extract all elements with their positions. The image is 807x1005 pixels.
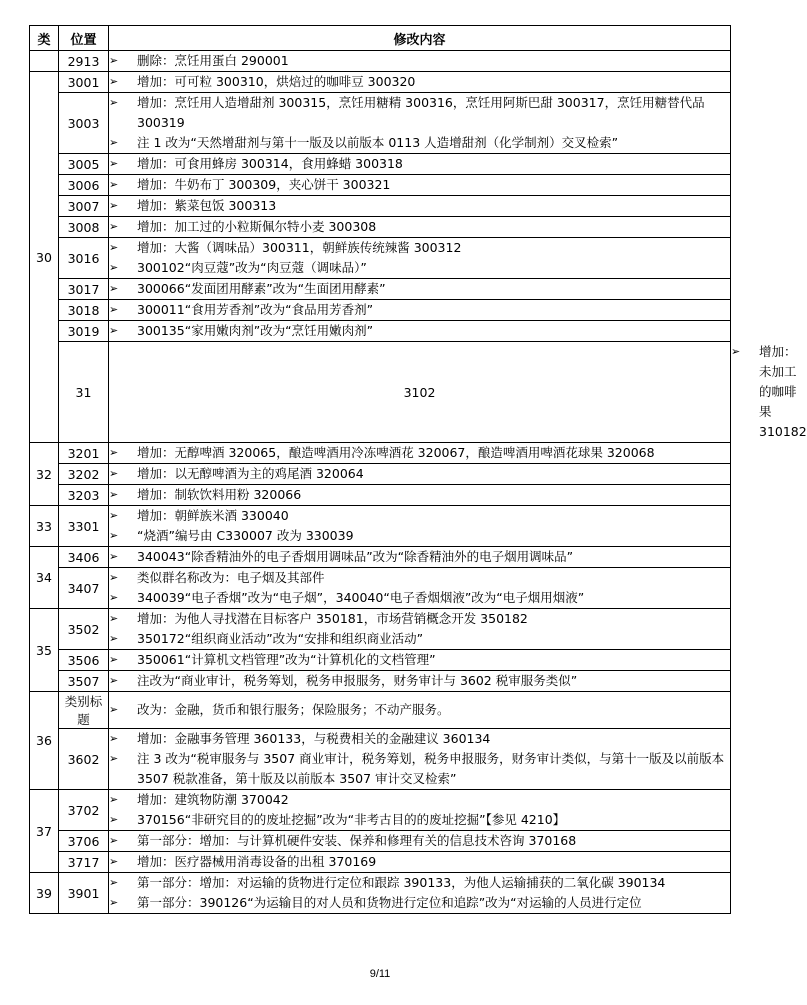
revision-content — [109, 300, 731, 321]
revision-text: 增加：大酱（调味品）300311，朝鲜族传统辣酱 300312 — [137, 240, 462, 255]
revision-content — [109, 547, 731, 568]
arrow-bullet-icon: ➢ — [109, 75, 119, 88]
position-code: 3001 — [59, 72, 109, 93]
revision-item — [109, 72, 730, 92]
revision-item — [109, 238, 730, 258]
revision-item — [109, 831, 730, 851]
header-content: 修改内容 — [109, 26, 731, 51]
revision-content — [109, 464, 731, 485]
revision-text: 增加：制软饮料用粉 320066 — [137, 487, 302, 502]
table-row — [30, 790, 731, 831]
revision-content — [109, 238, 731, 279]
arrow-bullet-icon: ➢ — [109, 96, 119, 109]
revision-item — [109, 790, 730, 810]
revision-item — [109, 51, 730, 71]
table-row — [30, 279, 731, 300]
arrow-bullet-icon: ➢ — [109, 282, 119, 295]
position-code: 3019 — [59, 321, 109, 342]
revision-content — [109, 321, 731, 342]
revision-item — [109, 506, 730, 526]
revision-item — [109, 217, 730, 237]
class-number: 36 — [30, 692, 59, 790]
arrow-bullet-icon: ➢ — [109, 157, 119, 170]
table-row — [30, 93, 731, 154]
arrow-bullet-icon: ➢ — [109, 178, 119, 191]
arrow-bullet-icon: ➢ — [109, 199, 119, 212]
revision-item — [109, 671, 730, 691]
revision-text: 注 1 改为“天然增甜剂与第十一版及以前版本 0113 人造增甜剂（化学制剂）交叉检索” — [137, 135, 619, 150]
revision-item — [109, 810, 730, 830]
revision-content — [109, 790, 731, 831]
page-number: 9/11 — [369, 968, 391, 980]
revision-text: 增加：建筑物防潮 370042 — [137, 792, 289, 807]
revision-text: 300011“食用芳香剂”改为“食品用芳香剂” — [137, 302, 374, 317]
table-row — [30, 217, 731, 238]
arrow-bullet-icon: ➢ — [109, 896, 119, 909]
position-code: 3202 — [59, 464, 109, 485]
revision-item — [109, 547, 730, 567]
table-row — [30, 650, 731, 671]
position-code: 3006 — [59, 175, 109, 196]
arrow-bullet-icon: ➢ — [109, 467, 119, 480]
table-row — [30, 300, 731, 321]
arrow-bullet-icon: ➢ — [109, 653, 119, 666]
table-row — [30, 196, 731, 217]
revision-content — [109, 650, 731, 671]
arrow-bullet-icon: ➢ — [109, 529, 119, 542]
arrow-bullet-icon: ➢ — [109, 241, 119, 254]
revision-text: 增加：无醇啤酒 320065，酿造啤酒用冷冻啤酒花 320067，酿造啤酒用啤酒花球果 320068 — [137, 445, 655, 460]
position-code: 3706 — [59, 831, 109, 852]
revision-text: 第一部分：增加：与计算机硬件安装、保养和修理有关的信息技术咨询 370168 — [137, 833, 577, 848]
revision-text: 增加：朝鲜族米酒 330040 — [137, 508, 289, 523]
revision-text: 增加：为他人寻找潜在目标客户 350181，市场营销概念开发 350182 — [137, 611, 528, 626]
table-row — [30, 852, 731, 873]
revision-text: 增加：紫菜包饭 300313 — [137, 198, 277, 213]
table-row — [30, 609, 731, 650]
arrow-bullet-icon: ➢ — [109, 136, 119, 149]
arrow-bullet-icon: ➢ — [109, 793, 119, 806]
class-number: 37 — [30, 790, 59, 873]
revision-content — [109, 609, 731, 650]
header-row — [30, 26, 731, 51]
revision-text: 注 3 改为“税审服务与 3507 商业审计，税务筹划，税务申报服务，财务审计类似，与第十一版及以前版本 3507 税款准备，第十版及以前版本 3507 审计交叉检索” — [137, 751, 725, 786]
revision-content — [109, 217, 731, 238]
revision-content — [109, 196, 731, 217]
table-row — [30, 443, 731, 464]
header-position: 位置 — [59, 26, 109, 51]
revision-item — [109, 279, 730, 299]
revision-content — [109, 852, 731, 873]
table-row — [30, 671, 731, 692]
arrow-bullet-icon: ➢ — [109, 632, 119, 645]
position-code: 3007 — [59, 196, 109, 217]
revision-text: 改为：金融，货币和银行服务；保险服务；不动产服务。 — [137, 702, 450, 717]
class-number: 39 — [30, 873, 59, 914]
position-code: 3506 — [59, 650, 109, 671]
position-code: 3507 — [59, 671, 109, 692]
revision-text: 增加：以无醇啤酒为主的鸡尾酒 320064 — [137, 466, 364, 481]
revision-text: 300102“肉豆蔻”改为“肉豆蔻（调味品）” — [137, 260, 367, 275]
position-code: 3502 — [59, 609, 109, 650]
revision-text: 增加：未加工的咖啡果 310182 — [759, 344, 807, 439]
revision-content — [109, 72, 731, 93]
revision-content — [109, 485, 731, 506]
revision-content — [109, 506, 731, 547]
revision-text: 注改为“商业审计，税务筹划，税务申报服务，财务审计与 3602 税审服务类似” — [137, 673, 578, 688]
revision-item — [109, 464, 730, 484]
position-code: 3702 — [59, 790, 109, 831]
revision-text: 删除：烹饪用蛋白 290001 — [137, 53, 289, 68]
position-code: 2913 — [59, 51, 109, 72]
table-row — [30, 175, 731, 196]
table-row — [30, 831, 731, 852]
arrow-bullet-icon: ➢ — [109, 813, 119, 826]
class-number: 32 — [30, 443, 59, 506]
arrow-bullet-icon: ➢ — [109, 324, 119, 337]
arrow-bullet-icon: ➢ — [109, 571, 119, 584]
arrow-bullet-icon: ➢ — [109, 732, 119, 745]
revision-text: 300066“发面团用酵素”改为“生面团用酵素” — [137, 281, 386, 296]
position-code: 3016 — [59, 238, 109, 279]
revision-item — [109, 852, 730, 872]
class-number: 33 — [30, 506, 59, 547]
table-row — [30, 692, 731, 729]
arrow-bullet-icon: ➢ — [109, 834, 119, 847]
position-code: 3203 — [59, 485, 109, 506]
revision-content — [109, 831, 731, 852]
revision-content — [109, 93, 731, 154]
arrow-bullet-icon: ➢ — [109, 446, 119, 459]
revision-item — [109, 588, 730, 608]
table-row — [30, 485, 731, 506]
table-row — [30, 238, 731, 279]
revision-table — [29, 25, 807, 914]
table-row — [30, 154, 731, 175]
revision-content — [109, 175, 731, 196]
revision-content — [109, 729, 731, 790]
revision-item — [109, 729, 730, 749]
revision-item — [109, 749, 730, 789]
position-code: 3406 — [59, 547, 109, 568]
arrow-bullet-icon: ➢ — [109, 261, 119, 274]
arrow-bullet-icon: ➢ — [731, 345, 741, 358]
revision-item — [109, 196, 730, 216]
header-class: 类 — [30, 26, 59, 51]
arrow-bullet-icon: ➢ — [109, 612, 119, 625]
revision-item — [109, 568, 730, 588]
revision-item — [109, 650, 730, 670]
revision-text: 340039“电子香烟”改为“电子烟”，340040“电子香烟烟液”改为“电子烟用烟液” — [137, 590, 585, 605]
revision-text: 370156“非研究目的的废址挖掘”改为“非考古目的的废址挖掘”【参见 4210】 — [137, 812, 566, 827]
table-row — [30, 729, 731, 790]
revision-item — [109, 175, 730, 195]
position-code: 3005 — [59, 154, 109, 175]
position-code: 3602 — [59, 729, 109, 790]
arrow-bullet-icon: ➢ — [109, 703, 119, 716]
arrow-bullet-icon: ➢ — [109, 488, 119, 501]
revision-text: 第一部分：增加：对运输的货物进行定位和跟踪 390133，为他人运输捕获的二氧化碳 390134 — [137, 875, 666, 890]
position-code: 3901 — [59, 873, 109, 914]
position-code: 3102 — [109, 342, 731, 443]
arrow-bullet-icon: ➢ — [109, 876, 119, 889]
revision-content — [109, 443, 731, 464]
revision-content — [109, 154, 731, 175]
arrow-bullet-icon: ➢ — [109, 855, 119, 868]
revision-content — [109, 279, 731, 300]
table-row — [30, 568, 731, 609]
table-row — [30, 72, 731, 93]
revision-item — [109, 443, 730, 463]
revision-content — [109, 692, 731, 729]
revision-item — [109, 133, 730, 153]
revision-item — [109, 93, 730, 133]
position-code: 3301 — [59, 506, 109, 547]
revision-item — [109, 258, 730, 278]
position-code: 3201 — [59, 443, 109, 464]
position-code: 3717 — [59, 852, 109, 873]
revision-text: 第一部分：390126“为运输目的对人员和货物进行定位和追踪”改为“对运输的人员进行定位 — [137, 895, 642, 910]
revision-item — [109, 321, 730, 341]
revision-text: 增加：金融事务管理 360133，与税费相关的金融建议 360134 — [137, 731, 491, 746]
revision-content — [109, 568, 731, 609]
table-row — [30, 321, 731, 342]
revision-text: 增加：医疗器械用消毒设备的出租 370169 — [137, 854, 377, 869]
arrow-bullet-icon: ➢ — [109, 674, 119, 687]
arrow-bullet-icon: ➢ — [109, 550, 119, 563]
arrow-bullet-icon: ➢ — [109, 220, 119, 233]
revision-item — [109, 485, 730, 505]
revision-text: 340043“除香精油外的电子香烟用调味品”改为“除香精油外的电子烟用调味品” — [137, 549, 574, 564]
revision-text: 350172“组织商业活动”改为“安排和组织商业活动” — [137, 631, 424, 646]
arrow-bullet-icon: ➢ — [109, 303, 119, 316]
position-code: 3003 — [59, 93, 109, 154]
revision-text: 300135“家用嫩肉剂”改为“烹饪用嫩肉剂” — [137, 323, 374, 338]
revision-text: 增加：可食用蜂房 300314，食用蜂蜡 300318 — [137, 156, 403, 171]
revision-item — [109, 629, 730, 649]
table-row — [30, 342, 731, 443]
revision-item — [109, 700, 730, 720]
table-row — [30, 873, 731, 914]
arrow-bullet-icon: ➢ — [109, 509, 119, 522]
position-code: 类别标题 — [59, 692, 109, 729]
position-code: 3407 — [59, 568, 109, 609]
revision-text: 增加：加工过的小粒斯佩尔特小麦 300308 — [137, 219, 377, 234]
revision-content — [109, 671, 731, 692]
table-row — [30, 547, 731, 568]
revision-item — [109, 873, 730, 893]
arrow-bullet-icon: ➢ — [109, 54, 119, 67]
class-number: 30 — [30, 72, 59, 443]
position-code: 3008 — [59, 217, 109, 238]
position-code: 3017 — [59, 279, 109, 300]
revision-content — [109, 51, 731, 72]
arrow-bullet-icon: ➢ — [109, 591, 119, 604]
revision-item — [109, 609, 730, 629]
revision-item — [109, 526, 730, 546]
class-number — [30, 51, 59, 72]
class-number: 35 — [30, 609, 59, 692]
revision-item — [109, 300, 730, 320]
revision-content — [109, 873, 731, 914]
table-row — [30, 51, 731, 72]
revision-item — [109, 154, 730, 174]
revision-text: 增加：烹饪用人造增甜剂 300315，烹饪用糖精 300316，烹饪用阿斯巴甜 300317，烹饪用糖替代品 300319 — [137, 95, 705, 130]
revision-text: 350061“计算机文档管理”改为“计算机化的文档管理” — [137, 652, 436, 667]
revision-text: 类似群名称改为：电子烟及其部件 — [137, 570, 325, 585]
revision-text: “烧酒”编号由 C330007 改为 330039 — [137, 528, 354, 543]
revision-item — [109, 893, 730, 913]
class-number: 34 — [30, 547, 59, 609]
revision-text: 增加：可可粒 300310，烘焙过的咖啡豆 300320 — [137, 74, 416, 89]
table-row — [30, 464, 731, 485]
revision-text: 增加：牛奶布丁 300309，夹心饼干 300321 — [137, 177, 391, 192]
position-code: 3018 — [59, 300, 109, 321]
arrow-bullet-icon: ➢ — [109, 752, 119, 765]
class-number: 31 — [59, 342, 109, 443]
table-row — [30, 506, 731, 547]
